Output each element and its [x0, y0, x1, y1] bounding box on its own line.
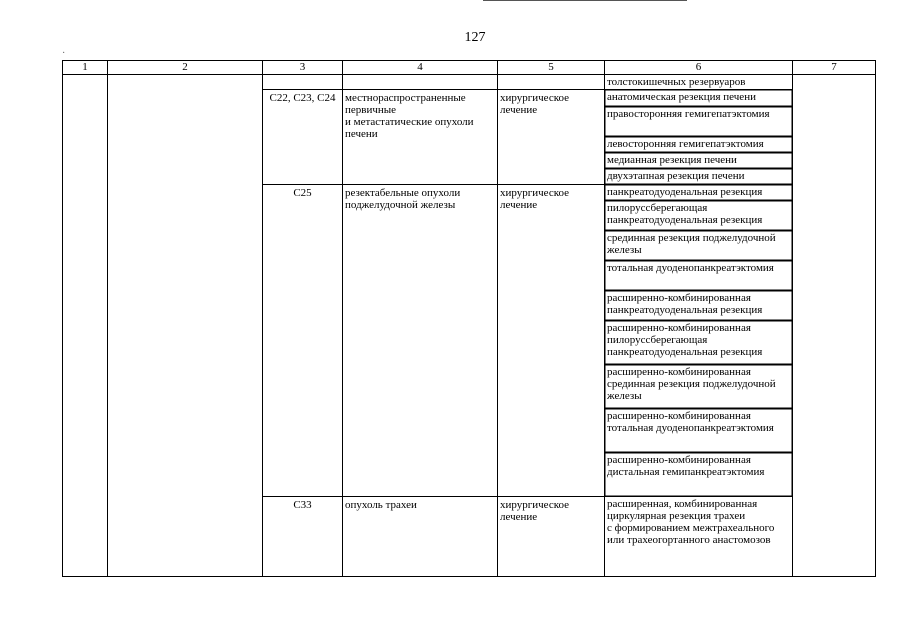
procedure-cell: расширенная, комбинированная циркулярная резекция трахеи с формированием межтрахеального или трахеогортанного анастомозов	[605, 497, 793, 577]
procedure-cell: расширенно-комбинированная панкреатодуоденальная резекция	[605, 291, 793, 321]
procedure-cell: левосторонняя гемигепатэктомия	[605, 137, 793, 153]
treatment-cell: хирургическое лечение	[498, 185, 605, 497]
condition-cell: резектабельные опухоли поджелудочной железы	[343, 185, 498, 497]
page-number: 127	[464, 30, 486, 45]
treatment-cell: хирургическое лечение	[498, 497, 605, 577]
column-header: 4	[343, 61, 498, 75]
cell-col7	[793, 75, 876, 577]
treatment-cell: хирургическое лечение	[498, 90, 605, 185]
cell-col1	[63, 75, 108, 577]
icd-code-cell: C33	[263, 497, 343, 577]
condition-cell	[343, 75, 498, 90]
procedure-cell: правосторонняя гемигепатэктомия	[605, 107, 793, 137]
icd-code-cell	[263, 75, 343, 90]
column-header: 3	[263, 61, 343, 75]
procedure-cell: расширенно-комбинированная тотальная дуоденопанкреатэктомия	[605, 409, 793, 453]
procedure-cell: тотальная дуоденопанкреатэктомия	[605, 261, 793, 291]
procedure-cell: расширенно-комбинированная срединная резекция поджелудочной железы	[605, 365, 793, 409]
cell-col2	[108, 75, 263, 577]
procedure-cell: расширенно-комбинированная дистальная гемипанкреатэктомия	[605, 453, 793, 497]
table-header-row	[63, 61, 876, 75]
icd-code-cell: C25	[263, 185, 343, 497]
icd-code-cell: C22, C23, C24	[263, 90, 343, 185]
condition-cell: местнораспространенные первичные и метастатические опухоли печени	[343, 90, 498, 185]
procedure-cell: пилоруссберегающая панкреатодуоденальная резекция	[605, 201, 793, 231]
procedures-table	[62, 60, 876, 577]
procedure-cell: расширенно-комбинированная пилоруссберегающая панкреатодуоденальная резекция	[605, 321, 793, 365]
procedure-cell: толстокишечных резервуаров	[605, 75, 793, 90]
margin-tick: ·	[62, 48, 66, 59]
column-header: 1	[63, 61, 108, 75]
procedure-cell: срединная резекция поджелудочной железы	[605, 231, 793, 261]
column-header: 7	[793, 61, 876, 75]
condition-cell: опухоль трахеи	[343, 497, 498, 577]
procedure-cell: панкреатодуоденальная резекция	[605, 185, 793, 201]
treatment-cell	[498, 75, 605, 90]
procedure-cell: анатомическая резекция печени	[605, 90, 793, 107]
table-row	[63, 75, 876, 90]
column-header: 5	[498, 61, 605, 75]
column-header: 2	[108, 61, 263, 75]
procedure-cell: медианная резекция печени	[605, 153, 793, 169]
column-header: 6	[605, 61, 793, 75]
top-rule	[483, 0, 687, 1]
procedure-cell: двухэтапная резекция печени	[605, 169, 793, 185]
